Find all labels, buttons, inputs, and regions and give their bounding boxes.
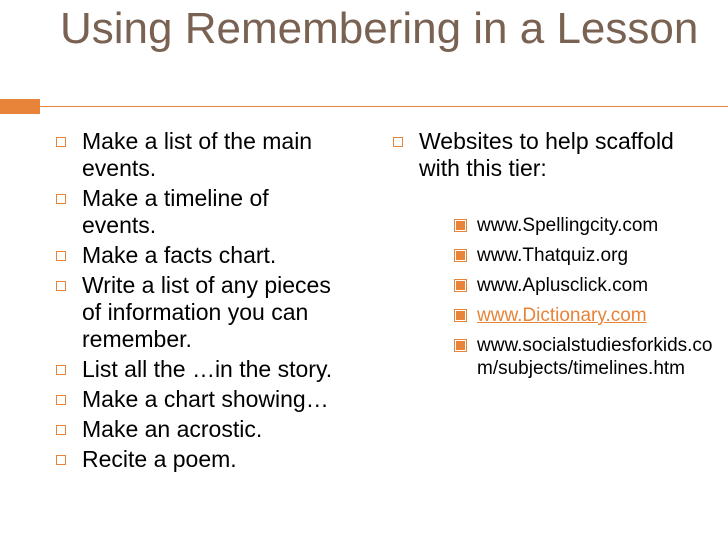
- list-item: [49, 128, 349, 182]
- box-bullet-icon: [393, 137, 403, 147]
- list-item-text: List all the …in the story.: [82, 356, 333, 382]
- right-column: [386, 128, 716, 387]
- list-item: [49, 185, 349, 239]
- list-item: [49, 416, 349, 443]
- box-bullet-icon: [56, 281, 66, 291]
- list-item: [386, 128, 716, 380]
- website-text: www.socialstudiesforkids.com/subjects/timelines.htm: [477, 335, 713, 379]
- square-bullet-icon: [455, 280, 466, 291]
- website-sublist: [435, 214, 716, 380]
- list-item-text: Write a list of any pieces of information you can remember.: [82, 272, 331, 352]
- list-item-text: Make a facts chart.: [82, 242, 277, 268]
- list-item: [49, 386, 349, 413]
- websites-heading: Websites to help scaffold with this tier:: [419, 128, 674, 181]
- list-item-text: Recite a poem.: [82, 446, 237, 472]
- left-column: [49, 128, 349, 476]
- square-bullet-icon: [455, 310, 466, 321]
- list-item-text: Make a timeline of events.: [82, 185, 269, 238]
- title-divider: [40, 106, 728, 107]
- list-item: [49, 242, 349, 269]
- activities-list: [49, 128, 349, 473]
- list-item-text: Make an acrostic.: [82, 416, 263, 442]
- box-bullet-icon: [56, 251, 66, 261]
- box-bullet-icon: [56, 365, 66, 375]
- website-item: [435, 244, 716, 267]
- list-item-text: Make a chart showing…: [82, 386, 329, 412]
- slide-title: Using Remembering in a Lesson: [60, 4, 699, 53]
- box-bullet-icon: [56, 395, 66, 405]
- websites-list: [386, 128, 716, 380]
- box-bullet-icon: [56, 455, 66, 465]
- title-accent-bar: [0, 99, 40, 114]
- list-item-text: Make a list of the main events.: [82, 128, 313, 181]
- square-bullet-icon: [455, 220, 466, 231]
- list-item: [49, 446, 349, 473]
- box-bullet-icon: [56, 425, 66, 435]
- list-item: [49, 356, 349, 383]
- box-bullet-icon: [56, 194, 66, 204]
- website-item: [435, 274, 716, 297]
- website-text: www.Thatquiz.org: [477, 245, 629, 266]
- website-item: [435, 334, 716, 380]
- square-bullet-icon: [455, 340, 466, 351]
- website-item: [435, 304, 716, 327]
- website-text: www.Spellingcity.com: [477, 215, 659, 236]
- square-bullet-icon: [455, 250, 466, 261]
- website-item: [435, 214, 716, 237]
- box-bullet-icon: [56, 137, 66, 147]
- list-item: [49, 272, 349, 353]
- dictionary-link[interactable]: www.Dictionary.com: [477, 305, 647, 326]
- website-text: www.Aplusclick.com: [477, 275, 649, 296]
